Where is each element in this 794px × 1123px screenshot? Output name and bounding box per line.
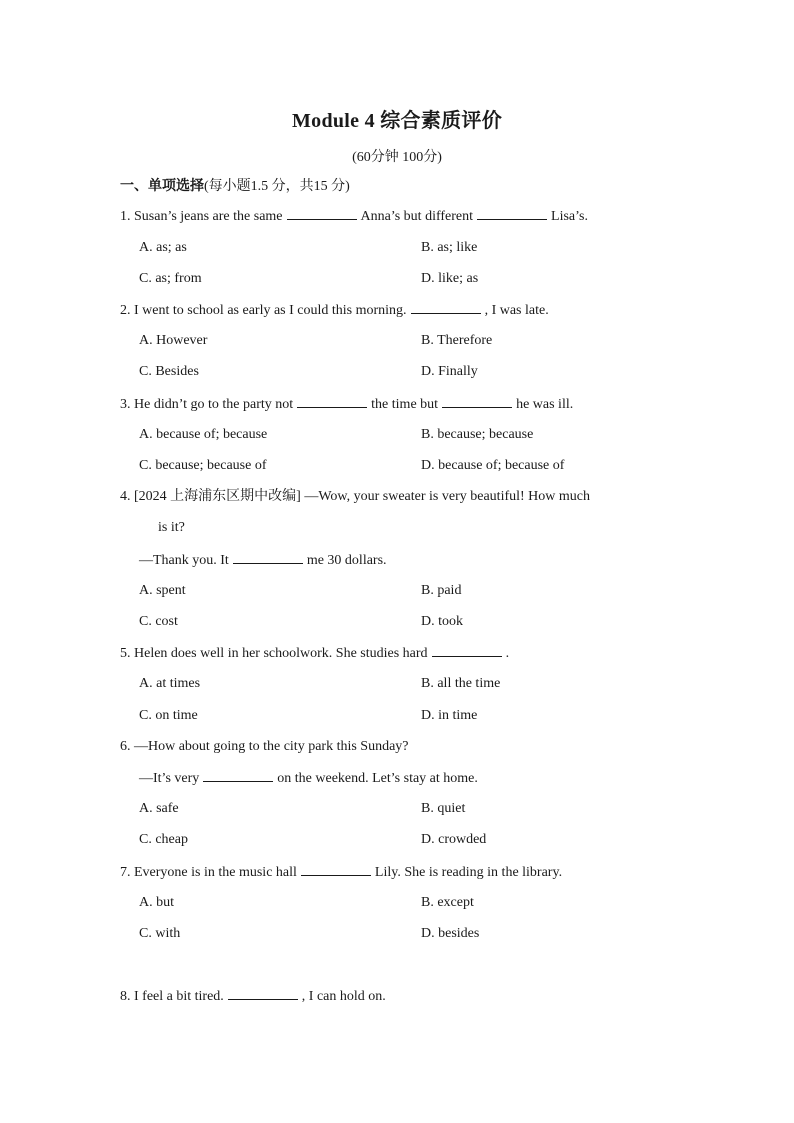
question-number: 3.: [120, 397, 131, 412]
answer-blank[interactable]: [203, 769, 273, 782]
answer-blank[interactable]: [432, 644, 502, 657]
question-text: I went to school as early as I could this morning.: [134, 303, 407, 318]
question-text: I feel a bit tired.: [134, 989, 224, 1004]
question-7: [120, 863, 562, 882]
question-text: [2024 上海浦东区期中改编] —Wow, your sweater is very beautiful! How much: [134, 489, 590, 504]
section-note: (每小题1.5 分，共15 分): [204, 179, 350, 194]
question-text: , I was late.: [484, 303, 549, 318]
question-text: Susan’s jeans are the same: [134, 209, 283, 224]
option-d[interactable]: D. Finally: [421, 364, 478, 379]
option-b[interactable]: B. except: [421, 895, 474, 910]
question-text: Everyone is in the music hall: [134, 865, 297, 880]
dialogue-reply: [139, 551, 387, 570]
question-2: [120, 301, 549, 320]
question-text: he was ill.: [516, 397, 574, 412]
question-text: —It’s very: [139, 771, 200, 786]
option-d[interactable]: D. took: [421, 614, 463, 629]
option-c[interactable]: C. as; from: [139, 271, 202, 286]
option-b[interactable]: B. because; because: [421, 427, 534, 442]
answer-blank[interactable]: [287, 207, 357, 220]
dialogue-reply: [139, 769, 478, 788]
question-text: Lily. She is reading in the library.: [374, 865, 563, 880]
question-text: me 30 dollars.: [306, 553, 387, 568]
option-a[interactable]: A. but: [139, 895, 174, 910]
option-a[interactable]: A. because of; because: [139, 427, 268, 442]
question-6: [120, 738, 409, 756]
option-a[interactable]: A. safe: [139, 801, 179, 816]
answer-blank[interactable]: [442, 395, 512, 408]
option-c[interactable]: C. cost: [139, 614, 178, 629]
question-text: Anna’s but different: [360, 209, 474, 224]
question-4: [120, 488, 590, 506]
option-a[interactable]: A. However: [139, 333, 208, 348]
option-a[interactable]: A. at times: [139, 676, 201, 691]
question-number: 7.: [120, 865, 131, 880]
question-number: 4.: [120, 489, 131, 504]
question-number: 2.: [120, 303, 131, 318]
answer-blank[interactable]: [477, 207, 547, 220]
option-b[interactable]: B. Therefore: [421, 333, 493, 348]
option-c[interactable]: C. Besides: [139, 364, 199, 379]
question-text-continued: is it?: [158, 520, 185, 535]
section-heading: [120, 175, 350, 195]
option-d[interactable]: D. like; as: [421, 271, 479, 286]
question-text: —How about going to the city park this Sunday?: [134, 739, 409, 754]
question-5: [120, 644, 509, 663]
question-1: [120, 207, 588, 226]
answer-blank[interactable]: [301, 863, 371, 876]
question-text: Lisa’s.: [551, 209, 588, 224]
question-text: on the weekend. Let’s stay at home.: [277, 771, 478, 786]
option-d[interactable]: D. besides: [421, 926, 480, 941]
option-c[interactable]: C. because; because of: [139, 458, 267, 473]
question-text: , I can hold on.: [301, 989, 386, 1004]
section-label: 一、单项选择: [120, 179, 204, 194]
answer-blank[interactable]: [411, 301, 481, 314]
option-d[interactable]: D. crowded: [421, 832, 487, 847]
question-8: [120, 987, 386, 1006]
question-3: [120, 395, 573, 414]
question-number: 8.: [120, 989, 131, 1004]
question-text: .: [505, 646, 510, 661]
question-text: —Thank you. It: [139, 553, 229, 568]
option-a[interactable]: A. spent: [139, 583, 186, 598]
answer-blank[interactable]: [297, 395, 367, 408]
question-text: the time but: [371, 397, 439, 412]
option-a[interactable]: A. as; as: [139, 240, 187, 255]
option-c[interactable]: C. with: [139, 926, 181, 941]
option-d[interactable]: D. because of; because of: [421, 458, 565, 473]
option-b[interactable]: B. paid: [421, 583, 462, 598]
option-c[interactable]: C. cheap: [139, 832, 188, 847]
question-text: He didn’t go to the party not: [134, 397, 294, 412]
question-number: 5.: [120, 646, 131, 661]
question-number: 6.: [120, 739, 131, 754]
answer-blank[interactable]: [233, 551, 303, 564]
answer-blank[interactable]: [228, 987, 298, 1000]
question-text: Helen does well in her schoolwork. She studies hard: [134, 646, 428, 661]
page-title: Module 4 综合素质评价: [291, 110, 503, 132]
exam-duration-score: (60分钟 100分): [352, 150, 442, 165]
question-number: 1.: [120, 209, 131, 224]
option-b[interactable]: B. all the time: [421, 676, 501, 691]
option-b[interactable]: B. quiet: [421, 801, 466, 816]
option-b[interactable]: B. as; like: [421, 240, 478, 255]
option-d[interactable]: D. in time: [421, 708, 478, 723]
option-c[interactable]: C. on time: [139, 708, 198, 723]
